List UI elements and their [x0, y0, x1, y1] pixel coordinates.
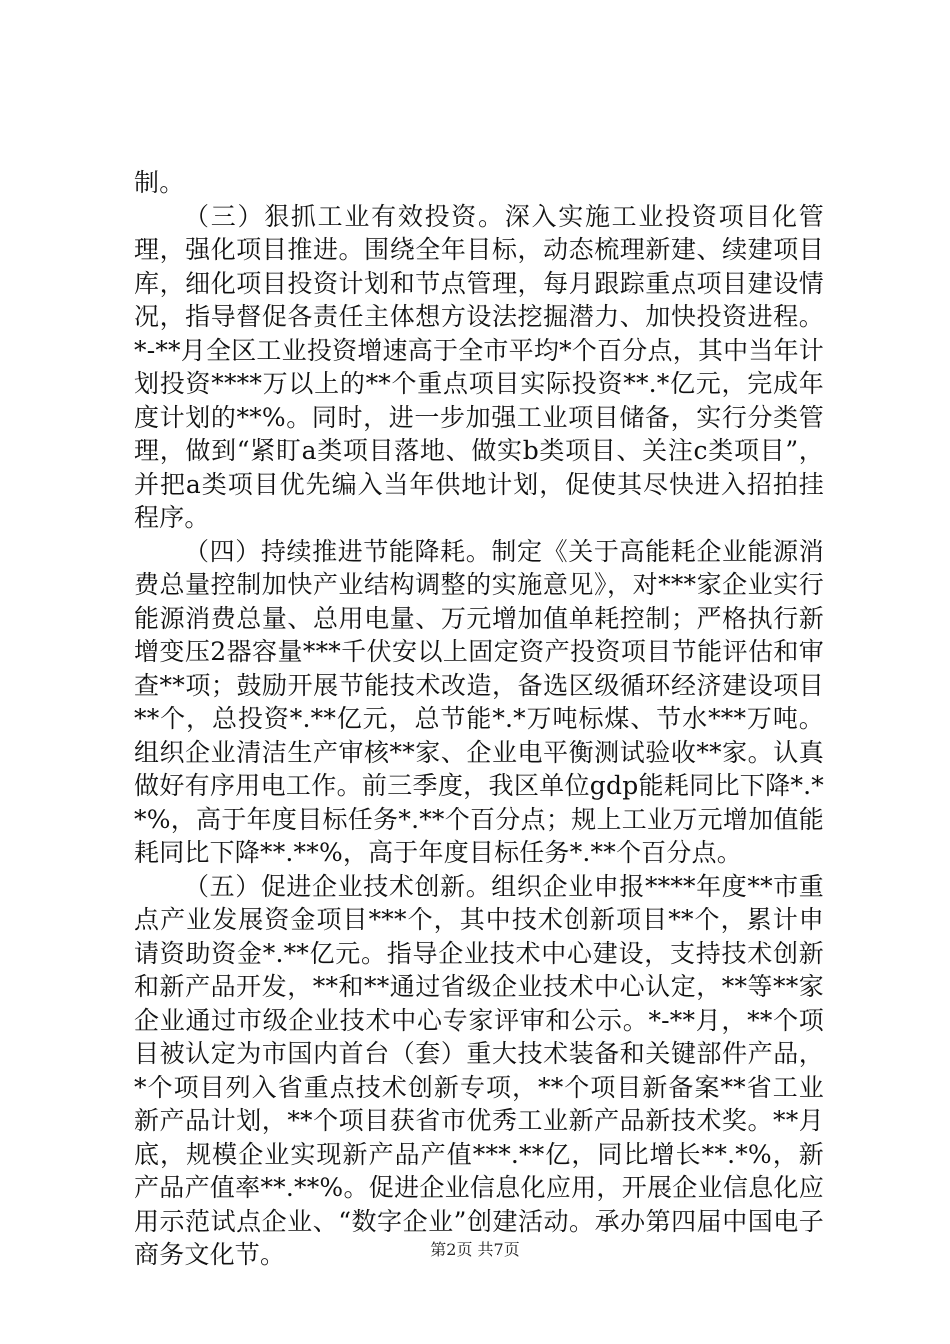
document-body [134, 166, 824, 1272]
paragraph-continuation: 制。 [134, 168, 185, 197]
paragraph-energy-saving: （四）持续推进节能降耗。制定《关于高能耗企业能源消费总量控制加快产业结构调整的实施意见》，对***家企业实行能源消费总量、总用电量、万元增加值单耗控制；严格执行新增变压2器容量***千伏安以上固定资产投资项目节能评估和审查**项；鼓励开展节能技术改造，备选区级循环经济建设项目**个，总投资*.**亿元，总节能*.*万吨标煤、节水***万吨。组织企业清洁生产审核**家、企业电平衡测试验收**家。认真做好有序用电工作。前三季度，我区单位gdp能耗同比下降*.**%，高于年度目标任务*.**个百分点；规上工业万元增加值能耗同比下降**.**%，高于年度目标任务*.**个百分点。 [134, 536, 824, 867]
page-number-footer: 第2页 共7页 [430, 1240, 520, 1259]
paragraph-industrial-investment: （三）狠抓工业有效投资。深入实施工业投资项目化管理，强化项目推进。围绕全年目标，动态梳理新建、续建项目库，细化项目投资计划和节点管理，每月跟踪重点项目建设情况，指导督促各责任主体想方设法挖掘潜力、加快投资进程。*-**月全区工业投资增速高于全市平均*个百分点，其中当年计划投资****万以上的**个重点项目实际投资**.*亿元，完成年度计划的**%。同时，进一步加强工业项目储备，实行分类管理，做到“紧盯a类项目落地、做实b类项目、关注c类项目”，并把a类项目优先编入当年供地计划，促使其尽快进入招拍挂程序。 [134, 201, 824, 532]
paragraph-tech-innovation: （五）促进企业技术创新。组织企业申报****年度**市重点产业发展资金项目***个，其中技术创新项目**个，累计申请资助资金*.**亿元。指导企业技术中心建设，支持技术创新和新产品开发，**和**通过省级企业技术中心认定，**等**家企业通过市级企业技术中心专家评审和公示。*-**月，**个项目被认定为市国内首台（套）重大技术装备和关键部件产品，*个项目列入省重点技术创新专项，**个项目新备案**省工业新产品计划，**个项目获省市优秀工业新产品新技术奖。**月底，规模企业实现新产品产值***.**亿，同比增长**.*%，新产品产值率**.**%。促进企业信息化应用，开展企业信息化应用示范试点企业、“数字企业”创建活动。承办第四届中国电子商务文化节。 [134, 871, 824, 1269]
